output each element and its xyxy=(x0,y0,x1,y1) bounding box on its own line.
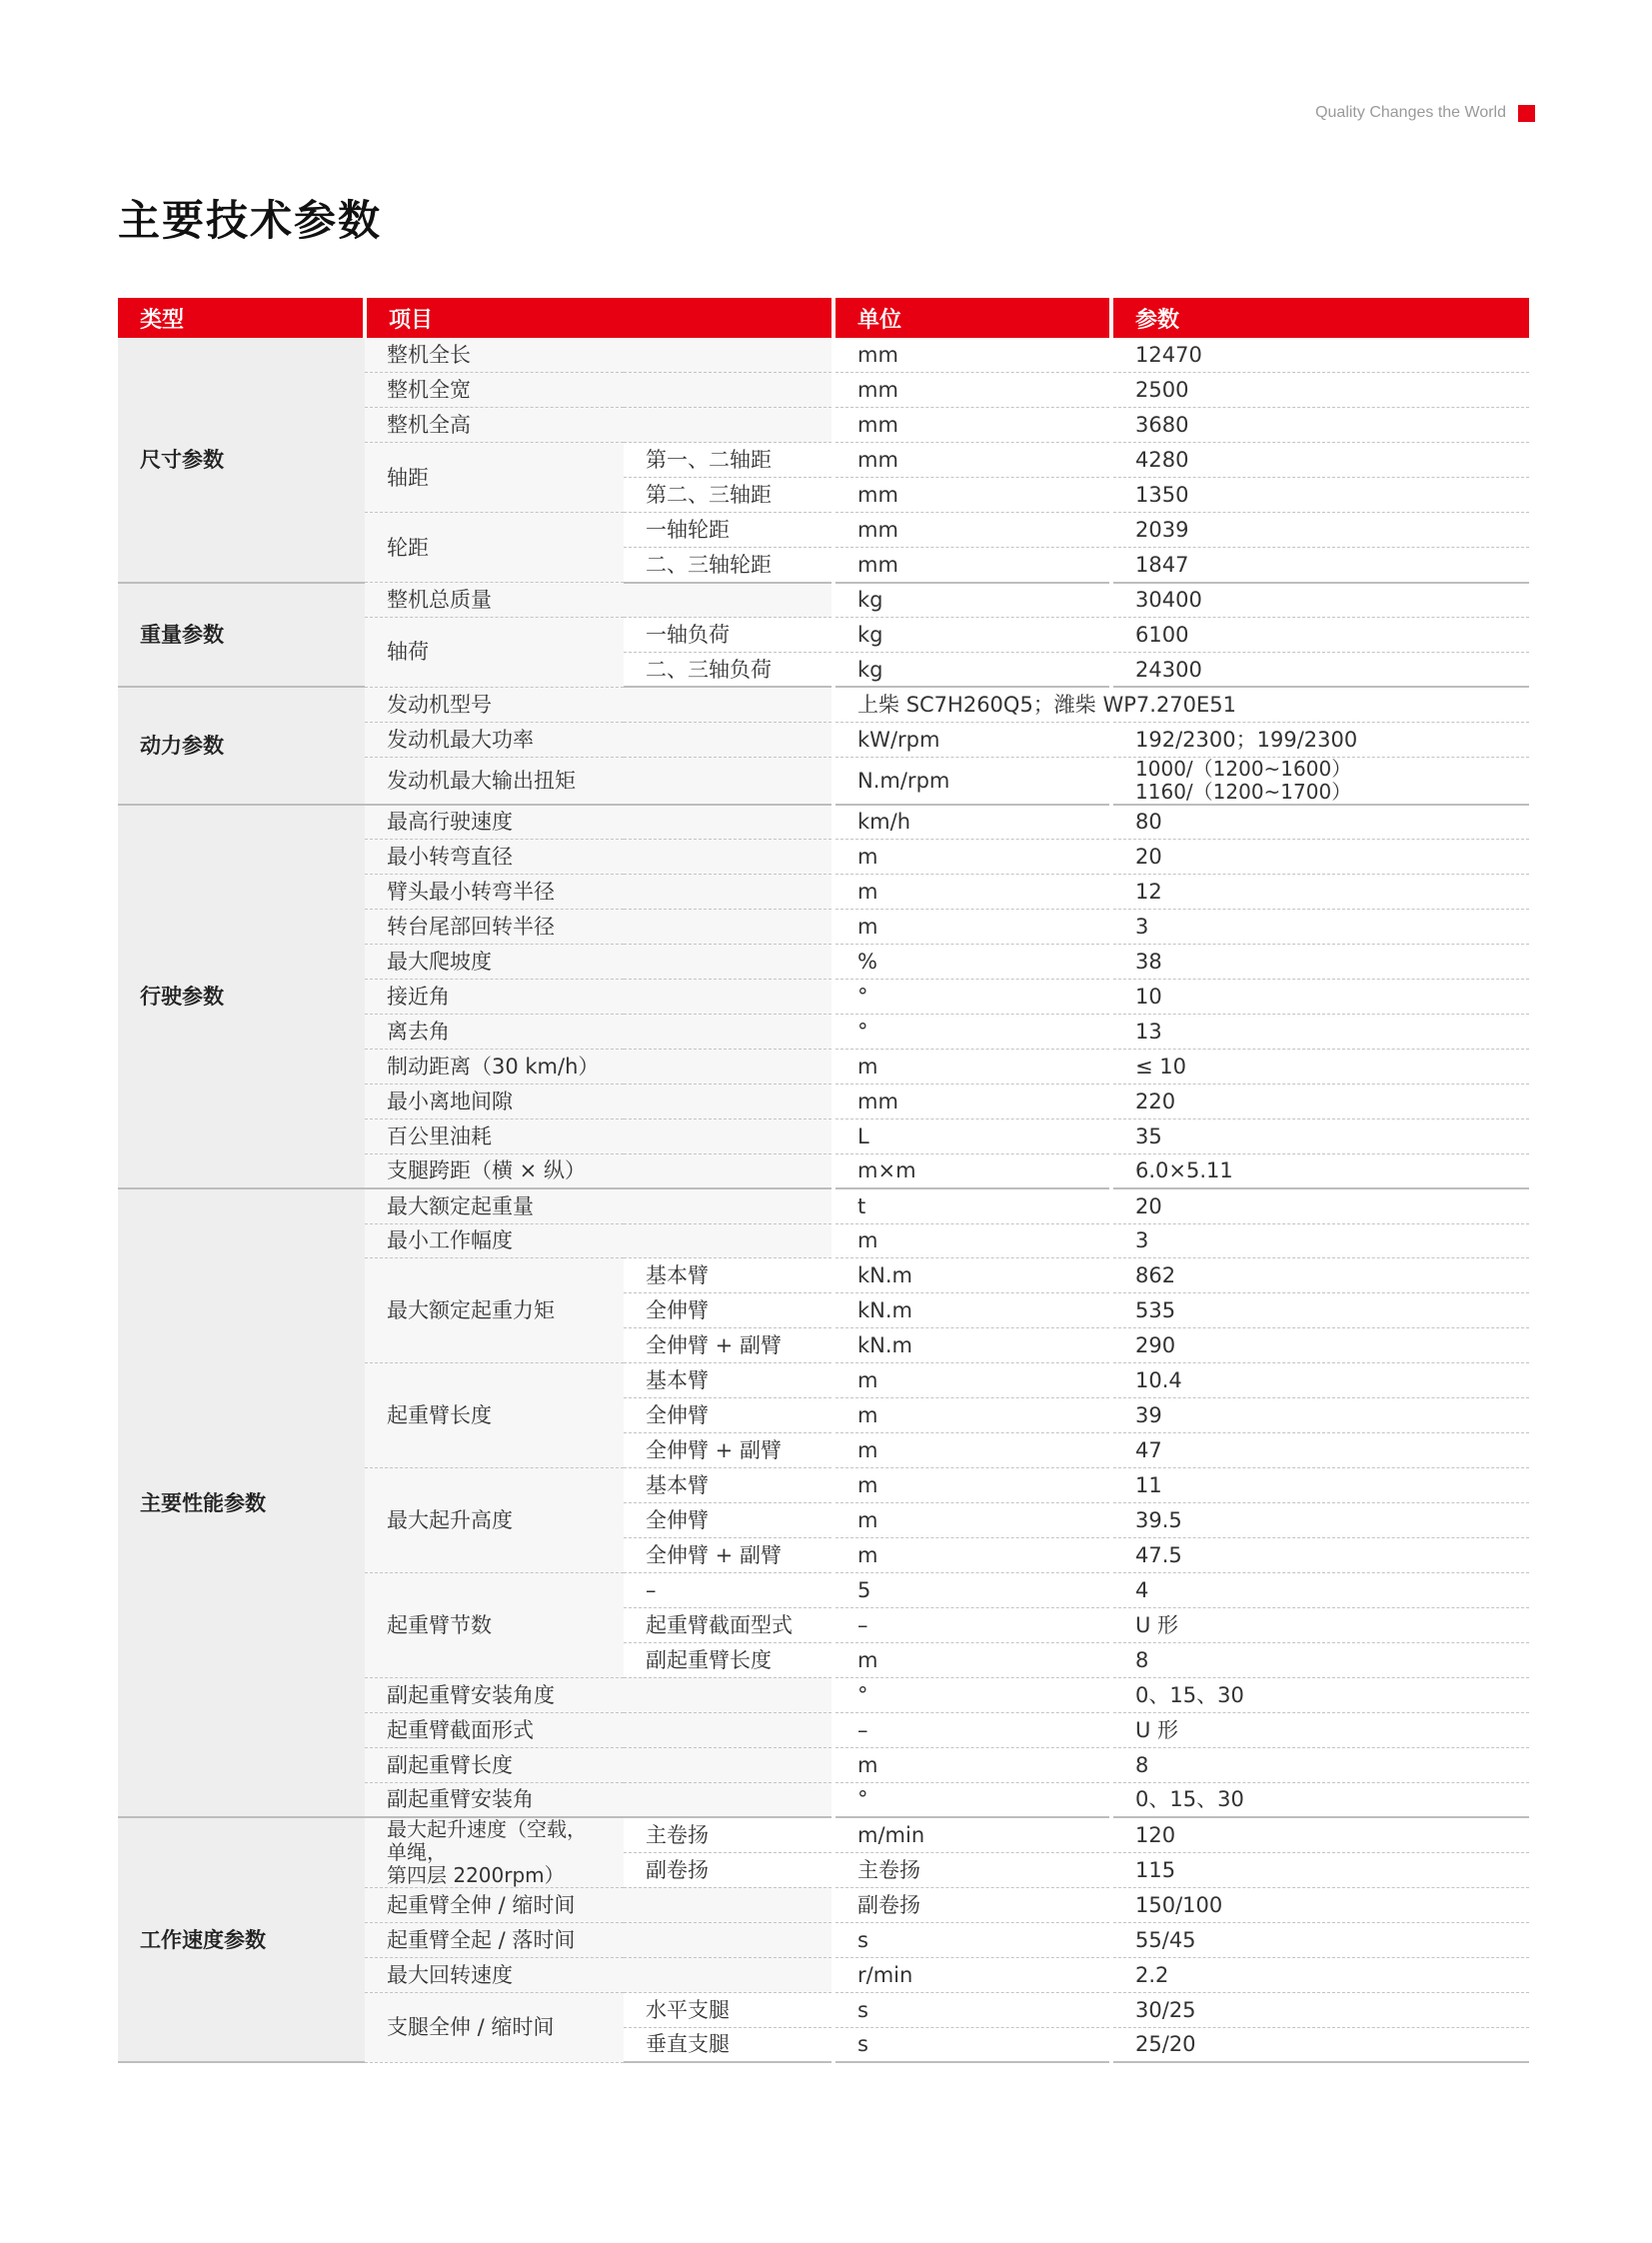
value-cell: 10.4 xyxy=(1111,1363,1529,1398)
unit-cell: mm xyxy=(833,1084,1111,1119)
value-cell: 862 xyxy=(1111,1258,1529,1293)
value-cell: 4 xyxy=(1111,1572,1529,1607)
sub-item-cell: 第一、二轴距 xyxy=(624,443,833,478)
table-row xyxy=(118,338,1529,373)
unit-cell: ° xyxy=(833,979,1111,1014)
sub-item-cell: 一轴负荷 xyxy=(624,618,833,653)
item-cell: 副起重臂安装角度 xyxy=(365,1677,833,1712)
unit-cell: mm xyxy=(833,373,1111,408)
unit-cell: mm xyxy=(833,443,1111,478)
unit-cell: L xyxy=(833,1119,1111,1153)
sub-item-cell: 基本臂 xyxy=(624,1363,833,1398)
item-line: 第四层 2200rpm） xyxy=(387,1862,565,1887)
unit-cell: ° xyxy=(833,1677,1111,1712)
sub-item-cell: 水平支腿 xyxy=(624,1992,833,2027)
unit-cell: m xyxy=(833,1223,1111,1258)
item-cell: 副起重臂安装角 xyxy=(365,1782,833,1817)
sub-item-cell: 副起重臂长度 xyxy=(624,1642,833,1677)
unit-cell: m×m xyxy=(833,1153,1111,1188)
table-row xyxy=(118,687,1529,722)
category-cell: 动力参数 xyxy=(118,687,365,804)
unit-cell: m xyxy=(833,1398,1111,1433)
value-cell: 20 xyxy=(1111,1188,1529,1223)
item-cell: 最小工作幅度 xyxy=(365,1223,833,1258)
sub-item-cell: 全伸臂 xyxy=(624,1503,833,1538)
value-cell: 8 xyxy=(1111,1747,1529,1782)
sub-item-cell: – xyxy=(624,1572,833,1607)
unit-cell: m/min xyxy=(833,1817,1111,1852)
value-line: 1160/（1200~1700） xyxy=(1135,779,1352,804)
unit-cell: m xyxy=(833,1049,1111,1084)
value-cell: 0、15、30 xyxy=(1111,1782,1529,1817)
value-cell: 290 xyxy=(1111,1328,1529,1363)
item-cell: 副起重臂长度 xyxy=(365,1747,833,1782)
sub-item-cell: 起重臂截面型式 xyxy=(624,1607,833,1642)
item-cell: 起重臂截面形式 xyxy=(365,1712,833,1747)
unit-cell: km/h xyxy=(833,805,1111,840)
sub-item-cell: 全伸臂 + 副臂 xyxy=(624,1537,833,1572)
unit-cell: 5 xyxy=(833,1572,1111,1607)
sub-item-cell: 二、三轴轮距 xyxy=(624,548,833,583)
item-cell: 整机全高 xyxy=(365,408,833,443)
sub-item-cell: 基本臂 xyxy=(624,1468,833,1503)
category-cell: 行驶参数 xyxy=(118,805,365,1188)
item-cell: 支腿跨距（横 × 纵） xyxy=(365,1153,833,1188)
unit-cell: kN.m xyxy=(833,1258,1111,1293)
unit-cell: m xyxy=(833,1747,1111,1782)
sub-item-cell: 全伸臂 + 副臂 xyxy=(624,1433,833,1468)
value-cell: 3680 xyxy=(1111,408,1529,443)
item-cell xyxy=(365,1817,624,1888)
sub-item-cell: 一轴轮距 xyxy=(624,513,833,548)
item-cell: 最高行驶速度 xyxy=(365,805,833,840)
value-cell: 12470 xyxy=(1111,338,1529,373)
value-cell: 25/20 xyxy=(1111,2027,1529,2062)
unit-cell: s xyxy=(833,2027,1111,2062)
item-cell: 百公里油耗 xyxy=(365,1119,833,1153)
value-cell: 30/25 xyxy=(1111,1992,1529,2027)
value-cell: 39 xyxy=(1111,1398,1529,1433)
item-cell: 轮距 xyxy=(365,513,624,583)
value-cell: 150/100 xyxy=(1111,1887,1529,1922)
unit-cell: mm xyxy=(833,338,1111,373)
unit-cell: kg xyxy=(833,652,1111,687)
spec-table xyxy=(118,298,1529,2063)
value-cell: 1847 xyxy=(1111,548,1529,583)
page-title: 主要技术参数 xyxy=(118,196,383,245)
sub-item-cell: 第二、三轴距 xyxy=(624,478,833,513)
value-cell: 6.0×5.11 xyxy=(1111,1153,1529,1188)
unit-cell: m xyxy=(833,1468,1111,1503)
unit-cell: kg xyxy=(833,583,1111,618)
value-cell: 4280 xyxy=(1111,443,1529,478)
sub-item-cell: 二、三轴负荷 xyxy=(624,652,833,687)
item-cell: 起重臂全起 / 落时间 xyxy=(365,1922,833,1957)
unit-cell: m xyxy=(833,1503,1111,1538)
unit-cell: mm xyxy=(833,478,1111,513)
value-line: 1000/（1200~1600） xyxy=(1135,756,1352,781)
value-cell: 12 xyxy=(1111,875,1529,910)
item-cell: 臂头最小转弯半径 xyxy=(365,875,833,910)
table-row xyxy=(118,805,1529,840)
value-cell: 13 xyxy=(1111,1014,1529,1049)
value-cell: 120 xyxy=(1111,1817,1529,1852)
unit-cell: ° xyxy=(833,1014,1111,1049)
category-cell: 主要性能参数 xyxy=(118,1188,365,1817)
sub-item-cell: 副卷扬 xyxy=(624,1852,833,1887)
value-cell: 11 xyxy=(1111,1468,1529,1503)
value-cell: 8 xyxy=(1111,1642,1529,1677)
value-cell: U 形 xyxy=(1111,1712,1529,1747)
sub-item-cell: 全伸臂 xyxy=(624,1398,833,1433)
item-cell: 最大爬坡度 xyxy=(365,945,833,980)
value-cell: 2.2 xyxy=(1111,1957,1529,1992)
sub-item-cell: 全伸臂 xyxy=(624,1293,833,1328)
unit-cell: s xyxy=(833,1992,1111,2027)
unit-cell: s xyxy=(833,1922,1111,1957)
item-cell: 最大起升高度 xyxy=(365,1468,624,1573)
brand-tagline xyxy=(1315,104,1535,122)
item-cell: 起重臂节数 xyxy=(365,1572,624,1677)
value-cell xyxy=(1111,757,1529,805)
item-cell: 接近角 xyxy=(365,979,833,1014)
item-cell: 制动距离（30 km/h） xyxy=(365,1049,833,1084)
brand-square-icon xyxy=(1518,105,1535,122)
value-cell: 30400 xyxy=(1111,583,1529,618)
header-value: 参数 xyxy=(1111,298,1529,338)
item-cell: 最大回转速度 xyxy=(365,1957,833,1992)
unit-cell: – xyxy=(833,1607,1111,1642)
value-cell: 39.5 xyxy=(1111,1503,1529,1538)
header-unit: 单位 xyxy=(833,298,1111,338)
item-line: 最大起升速度（空载，单绳， xyxy=(387,1816,587,1864)
unit-cell: % xyxy=(833,945,1111,980)
unit-cell: m xyxy=(833,1433,1111,1468)
unit-cell: m xyxy=(833,840,1111,875)
unit-cell: m xyxy=(833,1537,1111,1572)
unit-cell: mm xyxy=(833,513,1111,548)
unit-cell: mm xyxy=(833,408,1111,443)
unit-cell: kg xyxy=(833,618,1111,653)
value-cell: 20 xyxy=(1111,840,1529,875)
item-cell: 支腿全伸 / 缩时间 xyxy=(365,1992,624,2062)
item-cell: 整机全长 xyxy=(365,338,833,373)
item-cell: 起重臂长度 xyxy=(365,1363,624,1468)
item-cell: 最大额定起重量 xyxy=(365,1188,833,1223)
value-cell: 55/45 xyxy=(1111,1922,1529,1957)
value-cell: 220 xyxy=(1111,1084,1529,1119)
item-cell: 发动机最大输出扭矩 xyxy=(365,757,833,805)
value-cell: 1350 xyxy=(1111,478,1529,513)
unit-cell: m xyxy=(833,1642,1111,1677)
table-row xyxy=(118,583,1529,618)
sub-item-cell: 基本臂 xyxy=(624,1258,833,1293)
unit-cell: 副卷扬 xyxy=(833,1887,1111,1922)
value-cell: U 形 xyxy=(1111,1607,1529,1642)
item-cell: 发动机最大功率 xyxy=(365,722,833,757)
value-cell: ≤ 10 xyxy=(1111,1049,1529,1084)
value-cell: 0、15、30 xyxy=(1111,1677,1529,1712)
value-cell: 47 xyxy=(1111,1433,1529,1468)
category-cell: 工作速度参数 xyxy=(118,1817,365,2062)
item-cell: 离去角 xyxy=(365,1014,833,1049)
unit-cell: 主卷扬 xyxy=(833,1852,1111,1887)
sub-item-cell: 主卷扬 xyxy=(624,1817,833,1852)
value-cell: 2500 xyxy=(1111,373,1529,408)
value-cell: 47.5 xyxy=(1111,1537,1529,1572)
item-cell: 轴距 xyxy=(365,443,624,513)
value-cell: 115 xyxy=(1111,1852,1529,1887)
item-cell: 转台尾部回转半径 xyxy=(365,910,833,945)
unit-cell: r/min xyxy=(833,1957,1111,1992)
sub-item-cell: 全伸臂 + 副臂 xyxy=(624,1328,833,1363)
unit-cell: t xyxy=(833,1188,1111,1223)
item-cell: 最大额定起重力矩 xyxy=(365,1258,624,1363)
item-cell: 最小离地间隙 xyxy=(365,1084,833,1119)
unit-cell: m xyxy=(833,910,1111,945)
tagline-text: Quality Changes the World xyxy=(1315,104,1506,121)
header-item: 项目 xyxy=(365,298,833,338)
value-cell: 6100 xyxy=(1111,618,1529,653)
value-cell: 38 xyxy=(1111,945,1529,980)
unit-cell: kN.m xyxy=(833,1328,1111,1363)
item-cell: 整机全宽 xyxy=(365,373,833,408)
item-cell: 轴荷 xyxy=(365,618,624,688)
item-cell: 整机总质量 xyxy=(365,583,833,618)
unit-cell: ° xyxy=(833,1782,1111,1817)
value-cell: 535 xyxy=(1111,1293,1529,1328)
table-row xyxy=(118,1188,1529,1223)
table-header-row xyxy=(118,298,1529,338)
value-cell: 80 xyxy=(1111,805,1529,840)
unit-cell: kN.m xyxy=(833,1293,1111,1328)
unit-cell: m xyxy=(833,875,1111,910)
value-cell: 10 xyxy=(1111,979,1529,1014)
value-cell: 上柴 SC7H260Q5；潍柴 WP7.270E51 xyxy=(833,687,1529,722)
value-cell: 192/2300；199/2300 xyxy=(1111,722,1529,757)
value-cell: 3 xyxy=(1111,1223,1529,1258)
table-row xyxy=(118,1817,1529,1852)
item-cell: 起重臂全伸 / 缩时间 xyxy=(365,1887,833,1922)
value-cell: 24300 xyxy=(1111,652,1529,687)
value-cell: 3 xyxy=(1111,910,1529,945)
item-cell: 最小转弯直径 xyxy=(365,840,833,875)
category-cell: 尺寸参数 xyxy=(118,338,365,583)
unit-cell: m xyxy=(833,1363,1111,1398)
category-cell: 重量参数 xyxy=(118,583,365,688)
header-type: 类型 xyxy=(118,298,365,338)
unit-cell: – xyxy=(833,1712,1111,1747)
value-cell: 2039 xyxy=(1111,513,1529,548)
value-cell: 35 xyxy=(1111,1119,1529,1153)
item-cell: 发动机型号 xyxy=(365,687,833,722)
unit-cell: N.m/rpm xyxy=(833,757,1111,805)
sub-item-cell: 垂直支腿 xyxy=(624,2027,833,2062)
unit-cell: mm xyxy=(833,548,1111,583)
unit-cell: kW/rpm xyxy=(833,722,1111,757)
